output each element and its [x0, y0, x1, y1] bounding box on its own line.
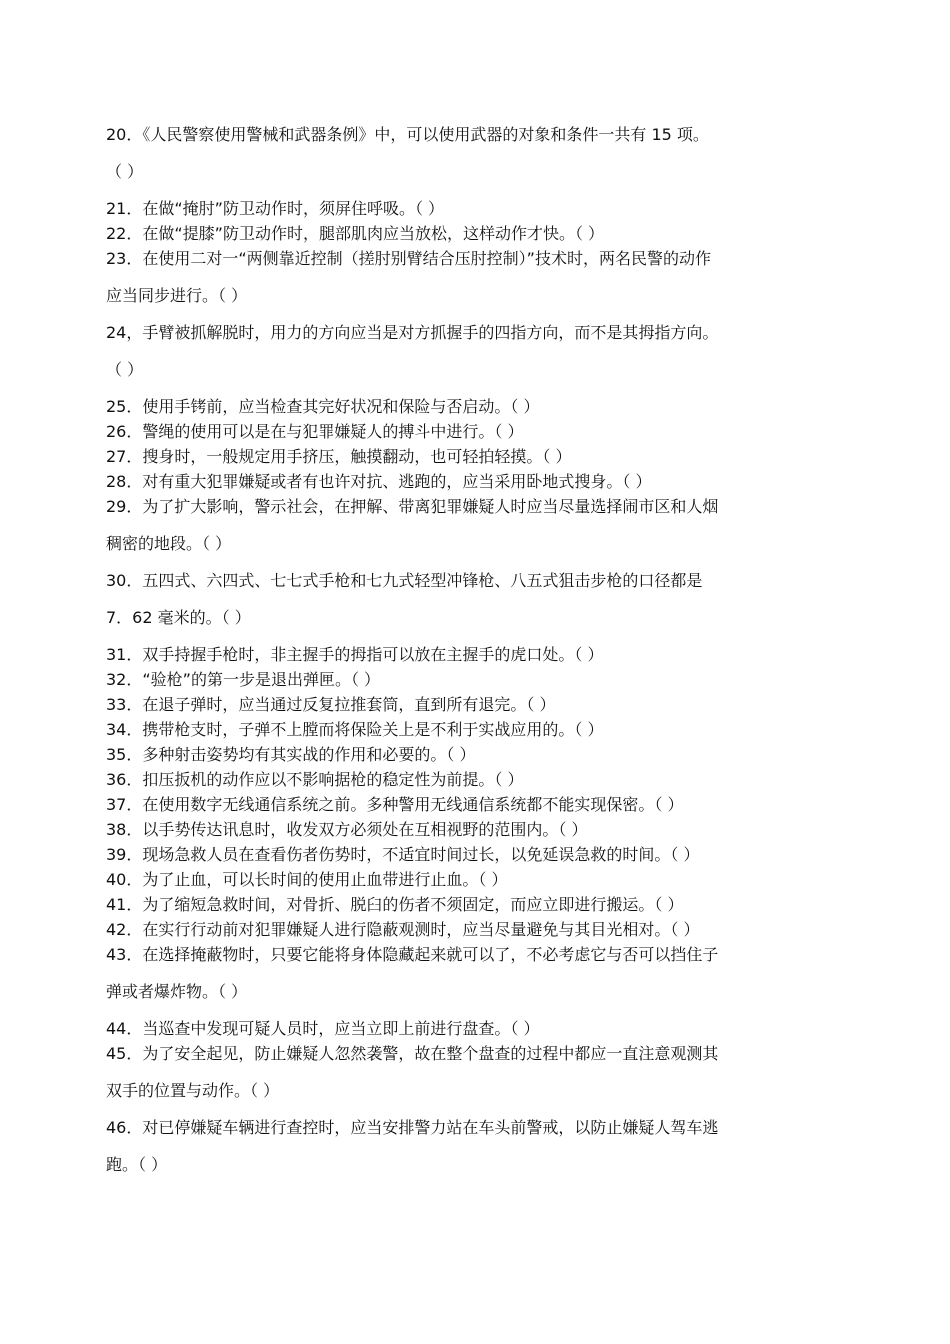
question-33-line: 33．在退子弹时，应当通过反复拉推套筒，直到所有退完。（ ）: [106, 695, 556, 714]
question-21-line: 21．在做“掩肘”防卫动作时，须屏住呼吸。（ ）: [106, 199, 445, 218]
question-list: [106, 122, 846, 1189]
question-41-line: 41．为了缩短急救时间，对骨折、脱臼的伤者不须固定，而应立即进行搬运。（ ）: [106, 895, 684, 914]
question-28-line: 28．对有重大犯罪嫌疑或者有也许对抗、逃跑的，应当采用卧地式搜身。（ ）: [106, 472, 652, 491]
question-34-line: 34．携带枪支时，子弹不上膛而将保险关上是不利于实战应用的。（ ）: [106, 720, 604, 739]
question-30-continuation: 7．62 毫米的。（ ）: [106, 608, 251, 627]
question-38-line: 38．以手势传达讯息时，收发双方必须处在互相视野的范围内。（ ）: [106, 820, 588, 839]
question-35-line: 35．多种射击姿势均有其实战的作用和必要的。（ ）: [106, 745, 476, 764]
question-23-line: 23．在使用二对一“两侧靠近控制（搓肘别臂结合压肘控制）”技术时，两名民警的动作: [106, 249, 711, 268]
question-43-line: 43．在选择掩蔽物时，只要它能将身体隐藏起来就可以了，不必考虑它与否可以挡住子: [106, 945, 719, 964]
question-44-line: 44．当巡查中发现可疑人员时，应当立即上前进行盘查。（ ）: [106, 1019, 540, 1038]
question-46-line: 46．对已停嫌疑车辆进行查控时，应当安排警力站在车头前警戒，以防止嫌疑人驾车逃: [106, 1118, 719, 1137]
question-25-line: 25．使用手铐前，应当检查其完好状况和保险与否启动。（ ）: [106, 397, 540, 416]
question-45-line: 45．为了安全起见，防止嫌疑人忽然袭警，故在整个盘查的过程中都应一直注意观测其: [106, 1044, 719, 1063]
question-37-line: 37．在使用数字无线通信系统之前。多种警用无线通信系统都不能实现保密。（ ）: [106, 795, 684, 814]
question-29-line: 29．为了扩大影响，警示社会，在押解、带离犯罪嫌疑人时应当尽量选择闹市区和人烟: [106, 497, 719, 516]
question-39-line: 39．现场急救人员在查看伤者伤势时，不适宜时间过长，以免延误急救的时间。（ ）: [106, 845, 700, 864]
question-24-continuation: （ ）: [106, 360, 144, 379]
question-36-line: 36．扣压扳机的动作应以不影响据枪的稳定性为前提。（ ）: [106, 770, 524, 789]
question-27-line: 27．搜身时，一般规定用手挤压，触摸翻动，也可轻拍轻摸。（ ）: [106, 447, 572, 466]
question-32-line: 32．“验枪”的第一步是退出弹匣。（ ）: [106, 670, 381, 689]
question-23-continuation: 应当同步进行。（ ）: [106, 286, 248, 305]
question-45-continuation: 双手的位置与动作。（ ）: [106, 1081, 280, 1100]
question-29-continuation: 稠密的地段。（ ）: [106, 534, 232, 553]
question-26-line: 26．警绳的使用可以是在与犯罪嫌疑人的搏斗中进行。（ ）: [106, 422, 524, 441]
question-31-line: 31．双手持握手枪时，非主握手的拇指可以放在主握手的虎口处。（ ）: [106, 645, 604, 664]
question-42-line: 42．在实行行动前对犯罪嫌疑人进行隐蔽观测时，应当尽量避免与其目光相对。（ ）: [106, 920, 700, 939]
question-43-continuation: 弹或者爆炸物。（ ）: [106, 982, 248, 1001]
question-20-continuation: （ ）: [106, 162, 144, 181]
question-20-line: 20．《人民警察使用警械和武器条例》中，可以使用武器的对象和条件一共有 15 项。: [106, 125, 709, 144]
question-22-line: 22．在做“提膝”防卫动作时，腿部肌肉应当放松，这样动作才快。（ ）: [106, 224, 605, 243]
question-24-line: 24，手臂被抓解脱时，用力的方向应当是对方抓握手的四指方向，而不是其拇指方向。: [106, 323, 719, 342]
question-30-line: 30．五四式、六四式、七七式手枪和七九式轻型冲锋枪、八五式狙击步枪的口径都是: [106, 571, 703, 590]
question-40-line: 40．为了止血，可以长时间的使用止血带进行止血。（ ）: [106, 870, 508, 889]
question-46-continuation: 跑。（ ）: [106, 1155, 168, 1174]
